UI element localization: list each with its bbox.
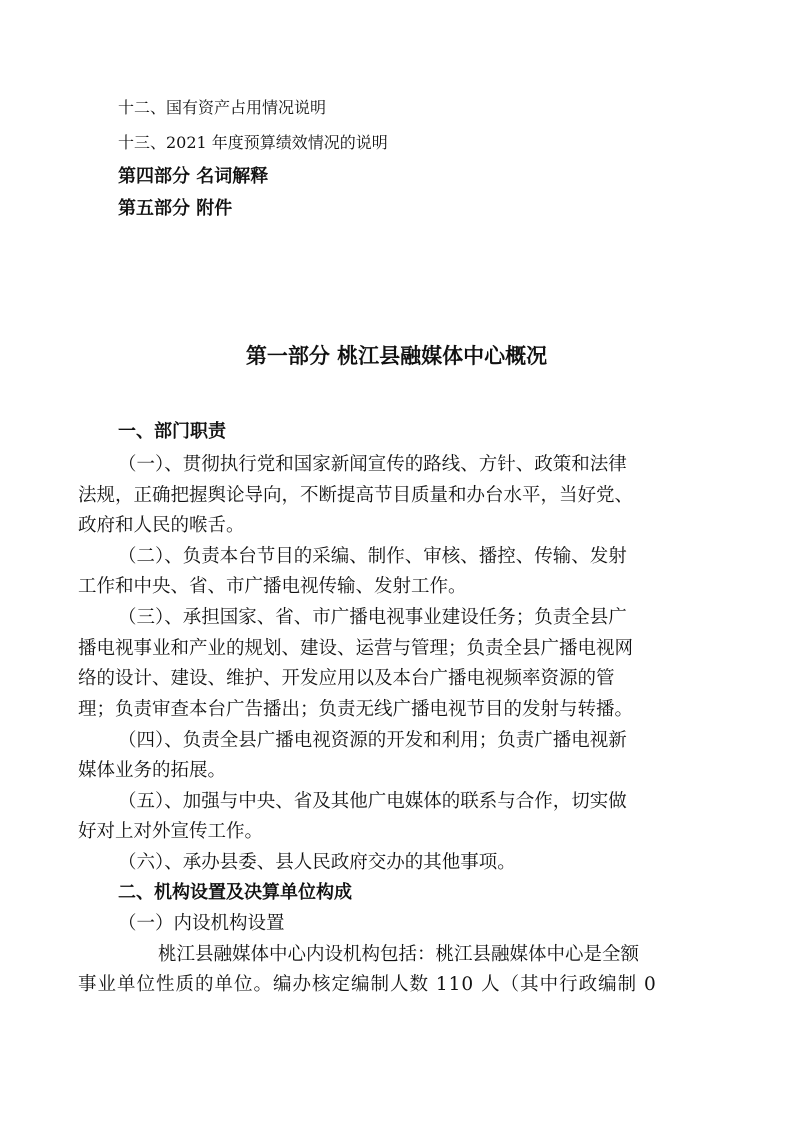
- section-heading-duties: 一、部门职责: [118, 421, 226, 442]
- part-title: 第一部分 桃江县融媒体中心概况: [245, 344, 548, 368]
- duty-1-line-3: 政府和人民的喉舌。: [78, 515, 245, 536]
- duty-5-line-1: （五）、加强与中央、省及其他广电媒体的联系与合作，切实做: [118, 791, 627, 812]
- duty-4-line-1: （四）、负责全县广播电视资源的开发和利用；负责广播电视新: [118, 730, 627, 751]
- duty-3-line-3: 络的设计、建设、维护、开发应用以及本台广播电视频率资源的管: [78, 668, 615, 689]
- toc-item-12: 十二、国有资产占用情况说明: [118, 98, 327, 117]
- duty-5-line-2: 好对上对外宣传工作。: [78, 821, 264, 842]
- toc-part-4: 第四部分 名词解释: [118, 166, 269, 187]
- toc-item-13: 十三、2021 年度预算绩效情况的说明: [118, 133, 388, 152]
- duty-3-line-4: 理；负责审查本台广告播出；负责无线广播电视节目的发射与转播。: [78, 699, 634, 720]
- subsection-internal-structure: （一）内设机构设置: [118, 913, 285, 934]
- org-paragraph-line-1: 桃江县融媒体中心内设机构包括：桃江县融媒体中心是全额: [158, 944, 640, 965]
- duty-3-line-2: 播电视事业和产业的规划、建设、运营与管理；负责全县广播电视网: [78, 638, 634, 659]
- duty-4-line-2: 媒体业务的拓展。: [78, 760, 227, 781]
- duty-1-line-2: 法规，正确把握舆论导向，不断提高节目质量和办台水平，当好党、: [78, 485, 634, 506]
- duty-2-line-1: （二）、负责本台节目的采编、制作、审核、播控、传输、发射: [118, 546, 627, 567]
- toc-part-5: 第五部分 附件: [118, 198, 233, 219]
- section-heading-organization: 二、机构设置及决算单位构成: [118, 882, 352, 903]
- duty-6-line-1: （六）、承办县委、县人民政府交办的其他事项。: [118, 852, 516, 873]
- org-paragraph-line-2: 事业单位性质的单位。编办核定编制人数 110 人（其中行政编制 0: [78, 974, 657, 995]
- duty-3-line-1: （三）、承担国家、省、市广播电视事业建设任务；负责全县广: [118, 607, 627, 628]
- duty-1-line-1: （一）、贯彻执行党和国家新闻宣传的路线、方针、政策和法律: [118, 454, 627, 475]
- duty-2-line-2: 工作和中央、省、市广播电视传输、发射工作。: [78, 576, 467, 597]
